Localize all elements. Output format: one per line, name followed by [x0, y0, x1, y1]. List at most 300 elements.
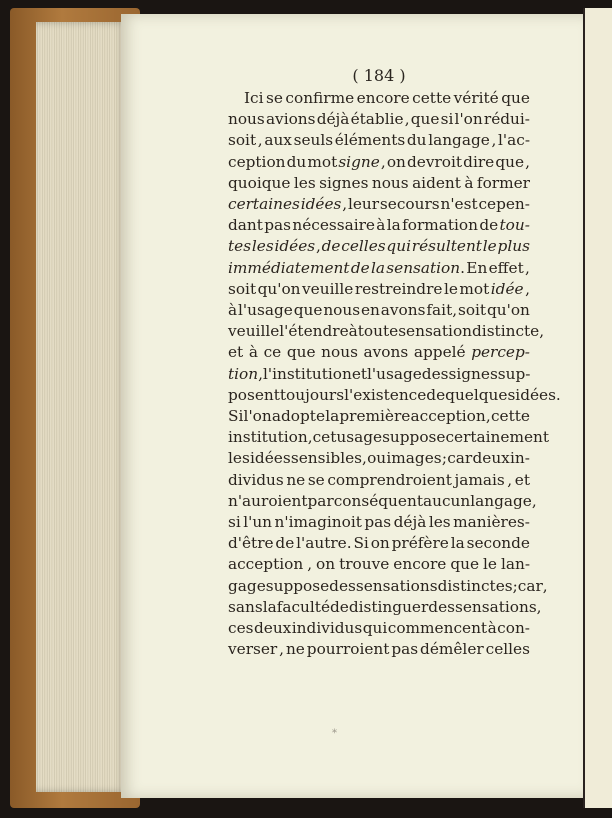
- word: [372, 173, 409, 194]
- text-line: [228, 639, 530, 660]
- word-part: seconde: [466, 534, 530, 553]
- word: [321, 342, 358, 363]
- word: [381, 300, 426, 321]
- word: [279, 639, 284, 660]
- word: [228, 258, 350, 279]
- word-part: individus: [291, 619, 363, 638]
- word-part: suppose: [382, 428, 446, 447]
- word-part: à: [228, 301, 238, 320]
- word: [458, 300, 486, 321]
- word: [472, 321, 544, 342]
- word: [243, 512, 272, 533]
- word: [355, 279, 443, 300]
- italic-word: celles: [341, 237, 386, 256]
- word-part: rédui-: [483, 110, 530, 129]
- word: [249, 342, 258, 363]
- word-part: se: [307, 470, 325, 489]
- word: [426, 385, 445, 406]
- italic-word: qui: [386, 237, 411, 256]
- word: [228, 512, 241, 533]
- word-part: veuille: [228, 322, 280, 341]
- word-part: ,: [307, 428, 313, 447]
- word: [228, 130, 256, 151]
- word-part: cette: [490, 407, 530, 426]
- word: [498, 130, 530, 151]
- word-part: par: [307, 491, 334, 510]
- word-part: à: [248, 343, 258, 362]
- word-part: mot: [459, 279, 490, 298]
- word: [363, 618, 388, 639]
- word: [387, 215, 401, 236]
- text-line: [228, 427, 550, 448]
- word: [543, 576, 548, 597]
- italic-word: résultent: [411, 237, 482, 256]
- word: [386, 258, 465, 279]
- word: [348, 194, 379, 215]
- word-part: ,: [507, 470, 513, 489]
- word: [371, 533, 390, 554]
- word: [334, 491, 423, 512]
- word-part: l'institution: [262, 364, 352, 383]
- word: [258, 130, 263, 151]
- word-part: soit: [228, 131, 257, 150]
- word-part: déjà: [393, 513, 427, 532]
- text-line: [228, 597, 542, 618]
- word-part: faculté: [276, 597, 330, 616]
- word: [286, 639, 305, 660]
- word-part: ,: [258, 364, 263, 383]
- word-part: distinguer: [348, 597, 429, 616]
- word: [498, 364, 531, 385]
- word-part: ;: [512, 576, 518, 595]
- word-part: gage: [228, 576, 266, 595]
- word: [428, 130, 490, 151]
- italic-word: de: [350, 258, 370, 277]
- word: [472, 448, 509, 469]
- italic-word: percep-: [471, 343, 530, 362]
- word: [510, 448, 530, 469]
- word-part: cette: [412, 89, 452, 107]
- word: [454, 88, 499, 109]
- word-part: ,: [525, 279, 530, 298]
- word-part: de: [479, 216, 499, 235]
- word: [228, 491, 308, 512]
- word-part: sensation: [398, 322, 473, 341]
- word: [308, 491, 334, 512]
- text-line: [228, 215, 530, 236]
- word-part: restreindre: [354, 279, 443, 298]
- word-part: sensations,: [455, 597, 542, 616]
- text-line: [228, 321, 545, 342]
- word: [325, 406, 339, 427]
- word-part: des: [329, 576, 356, 595]
- word-part: veuille: [302, 279, 354, 298]
- word-part: leur: [347, 195, 380, 214]
- word-part: .: [460, 258, 465, 277]
- word: [367, 364, 422, 385]
- word: [455, 109, 483, 130]
- word: [525, 152, 530, 173]
- word-part: secours: [379, 195, 440, 214]
- word: [307, 639, 390, 660]
- word: [228, 173, 290, 194]
- word-part: de: [426, 385, 446, 404]
- word: [376, 215, 385, 236]
- word-part: du: [286, 152, 307, 171]
- word: [438, 576, 513, 597]
- word-part: ,: [257, 131, 263, 150]
- italic-word: signe: [338, 152, 380, 171]
- facing-page-edge: [583, 8, 612, 808]
- word: [327, 470, 452, 491]
- word: [228, 448, 250, 469]
- word: [386, 448, 441, 469]
- word: [342, 194, 347, 215]
- word: [428, 597, 455, 618]
- word: [497, 618, 530, 639]
- word-part: l'un: [243, 513, 273, 532]
- word: [307, 152, 337, 173]
- word: [412, 88, 451, 109]
- text-line: [228, 364, 530, 385]
- italic-word: de: [321, 237, 341, 256]
- word: [228, 279, 256, 300]
- word-part: l'étendre: [279, 322, 349, 341]
- word-part: n'est: [440, 195, 478, 214]
- word-part: celles: [485, 640, 530, 659]
- text-line: [228, 88, 530, 109]
- word-part: jamais: [454, 470, 505, 489]
- word: [254, 618, 291, 639]
- word-part: ception: [228, 152, 286, 171]
- word: [454, 470, 504, 491]
- word: [500, 215, 530, 236]
- word-part: nous: [228, 110, 265, 129]
- word-part: l'ac-: [498, 131, 530, 150]
- word-part: l'usage: [367, 364, 422, 383]
- word-part: la: [450, 534, 465, 553]
- word-part: quelques: [445, 385, 516, 404]
- word-part: la: [262, 597, 277, 616]
- word-part: pas: [264, 216, 292, 235]
- word-part: ,: [531, 491, 537, 510]
- word: [317, 109, 350, 130]
- word: [449, 364, 498, 385]
- word: [447, 448, 472, 469]
- word-part: de: [275, 534, 295, 553]
- word-part: on: [370, 534, 390, 553]
- word-part: ces: [228, 619, 254, 638]
- word-part: aucun: [422, 491, 471, 510]
- word: [266, 109, 316, 130]
- word: [491, 130, 496, 151]
- word-part: première: [339, 407, 411, 426]
- word-part: acception: [410, 407, 486, 426]
- word: [319, 173, 368, 194]
- ink-smudge: *: [332, 728, 337, 739]
- text-line: [228, 300, 530, 321]
- word: [316, 554, 335, 575]
- word: [498, 236, 530, 257]
- word-part: conséquent: [333, 491, 423, 510]
- word: [501, 554, 530, 575]
- text-line: [228, 576, 548, 597]
- word: [466, 258, 487, 279]
- word-part: verser: [228, 640, 278, 659]
- word: [307, 554, 312, 575]
- word: [294, 173, 316, 194]
- word: [407, 152, 462, 173]
- word: [263, 364, 352, 385]
- word-part: manières-: [453, 513, 530, 532]
- word-part: appelé: [413, 343, 466, 362]
- word: [296, 533, 351, 554]
- word: [402, 215, 478, 236]
- word-part: langage: [428, 131, 490, 150]
- word: [272, 406, 325, 427]
- word: [382, 427, 445, 448]
- word: [525, 258, 530, 279]
- word: [367, 448, 386, 469]
- word: [470, 491, 532, 512]
- word: [238, 300, 293, 321]
- text-line: [228, 470, 530, 491]
- word: [411, 109, 440, 130]
- word: [381, 152, 386, 173]
- word-part: que: [293, 301, 323, 320]
- text-line: [228, 533, 530, 554]
- word: [483, 554, 497, 575]
- word-part: l'existence: [344, 385, 427, 404]
- word-part: confirme: [285, 89, 355, 107]
- word-part: que: [450, 555, 480, 574]
- word-part: devroit: [407, 152, 463, 171]
- word-part: effet: [488, 258, 524, 277]
- word-part: encore: [356, 89, 410, 107]
- word: [228, 406, 243, 427]
- word: [459, 279, 489, 300]
- word: [349, 321, 358, 342]
- word-part: les: [293, 173, 316, 192]
- word-part: qu'on: [257, 279, 301, 298]
- word-part: certainement: [445, 428, 550, 447]
- page-body-text: [228, 88, 561, 660]
- word: [228, 364, 258, 385]
- word-part: lan-: [500, 555, 530, 574]
- word: [450, 554, 479, 575]
- word: [279, 321, 348, 342]
- page-number: ( 184 ): [352, 66, 406, 85]
- word-part: à: [348, 322, 358, 341]
- word: [414, 342, 466, 363]
- word-part: aux: [264, 131, 292, 150]
- word-part: ce: [263, 343, 282, 362]
- word: [364, 342, 409, 363]
- word-part: le: [483, 555, 497, 574]
- word: [477, 173, 530, 194]
- word-part: langage: [470, 491, 532, 510]
- word-part: sensibles,: [290, 449, 367, 468]
- italic-word: idée: [490, 279, 524, 298]
- word-part: in-: [510, 449, 530, 468]
- word: [489, 258, 524, 279]
- word-part: ,: [404, 110, 410, 129]
- italic-word: sensation: [386, 258, 461, 277]
- word: [507, 470, 512, 491]
- word-part: l'usage: [238, 301, 293, 320]
- word-part: ,: [307, 555, 313, 574]
- word: [264, 130, 292, 151]
- word-part: si: [228, 513, 241, 532]
- word: [412, 236, 482, 257]
- text-line: [228, 152, 530, 173]
- word-part: nous: [321, 343, 358, 362]
- word: [451, 533, 465, 554]
- word-part: préfère: [391, 534, 449, 553]
- word: [287, 152, 307, 173]
- word-part: que: [410, 110, 440, 129]
- word-part: qu'on: [487, 301, 530, 320]
- word-part: si: [440, 110, 454, 129]
- word-part: ou: [367, 449, 387, 468]
- word-part: de: [330, 597, 349, 616]
- word-part: toute: [357, 322, 399, 341]
- word-part: dant: [228, 216, 263, 235]
- word: [464, 173, 473, 194]
- italic-word: tes: [228, 237, 252, 256]
- text-line: [228, 554, 530, 575]
- word-part: pas: [364, 513, 392, 532]
- word-part: images: [386, 449, 442, 468]
- word-part: soit: [457, 301, 487, 320]
- word-part: sensations: [355, 576, 438, 595]
- word: [478, 194, 530, 215]
- word: [515, 385, 561, 406]
- word: [274, 236, 315, 257]
- word: [491, 279, 524, 300]
- word: [386, 236, 411, 257]
- text-line: [228, 173, 530, 194]
- word-part: dividus: [228, 470, 284, 489]
- word-part: et: [514, 470, 530, 489]
- word: [358, 321, 398, 342]
- word-part: acception: [228, 555, 304, 574]
- word: [405, 109, 410, 130]
- text-line: [228, 109, 530, 130]
- word-part: déjà: [316, 110, 350, 129]
- text-line: [228, 194, 530, 215]
- word-part: n'auroient: [228, 491, 308, 510]
- word-part: formation: [402, 216, 478, 235]
- word: [338, 152, 379, 173]
- word: [391, 639, 418, 660]
- word-part: dire: [463, 152, 495, 171]
- word-part: posent: [228, 385, 280, 404]
- word-part: distincte,: [472, 322, 545, 341]
- word: [349, 597, 428, 618]
- word: [495, 152, 524, 173]
- word: [411, 406, 486, 427]
- word-part: ,: [525, 258, 530, 277]
- word-part: seuls: [293, 131, 334, 150]
- word-part: des: [421, 364, 449, 383]
- word: [323, 300, 360, 321]
- word: [291, 448, 367, 469]
- word-part: ,: [342, 195, 348, 214]
- italic-word: tou-: [499, 216, 530, 235]
- word: [344, 385, 426, 406]
- word-part: que: [286, 343, 316, 362]
- word: [264, 342, 282, 363]
- word-part: Ici: [244, 89, 264, 107]
- word-part: cet: [312, 428, 337, 447]
- word: [244, 406, 272, 427]
- word: [228, 194, 300, 215]
- word-part: se: [266, 89, 283, 107]
- word-part: deux: [253, 619, 292, 638]
- word-part: deux: [472, 449, 510, 468]
- word: [444, 279, 458, 300]
- word-part: idées.: [515, 385, 561, 404]
- word-part: En: [466, 258, 488, 277]
- italic-word: plus: [497, 237, 530, 256]
- word: [429, 512, 451, 533]
- word: [285, 88, 354, 109]
- word: [336, 427, 382, 448]
- word: [329, 576, 356, 597]
- word: [361, 300, 380, 321]
- word: [364, 512, 391, 533]
- word: [453, 512, 530, 533]
- word: [275, 533, 294, 554]
- word: [515, 470, 530, 491]
- word: [471, 342, 530, 363]
- word-part: sans: [228, 597, 263, 616]
- word-part: con-: [497, 619, 530, 638]
- word: [250, 448, 291, 469]
- word: [308, 470, 325, 491]
- word: [266, 88, 283, 109]
- word: [263, 597, 277, 618]
- text-line: [228, 130, 530, 151]
- text-line: [228, 342, 530, 363]
- word-part: ;: [441, 449, 447, 468]
- text-line: [228, 236, 530, 257]
- word-part: ,: [380, 152, 386, 171]
- word: [302, 279, 353, 300]
- word-part: nécessaire: [292, 216, 375, 235]
- word: [228, 639, 277, 660]
- word-part: en: [360, 301, 380, 320]
- word-part: former: [476, 173, 530, 192]
- word-part: à: [487, 619, 497, 638]
- word: [228, 342, 243, 363]
- word: [228, 300, 237, 321]
- word: [388, 618, 487, 639]
- word-part: on: [386, 152, 406, 171]
- word: [330, 597, 349, 618]
- word: [398, 321, 472, 342]
- word-part: ,: [279, 640, 285, 659]
- word-part: à: [376, 216, 386, 235]
- word: [420, 639, 484, 660]
- word-part: du: [406, 131, 427, 150]
- text-line: [228, 512, 530, 533]
- word-part: comprendroient: [327, 470, 452, 489]
- word: [394, 512, 427, 533]
- word: [228, 321, 279, 342]
- word: [335, 130, 405, 151]
